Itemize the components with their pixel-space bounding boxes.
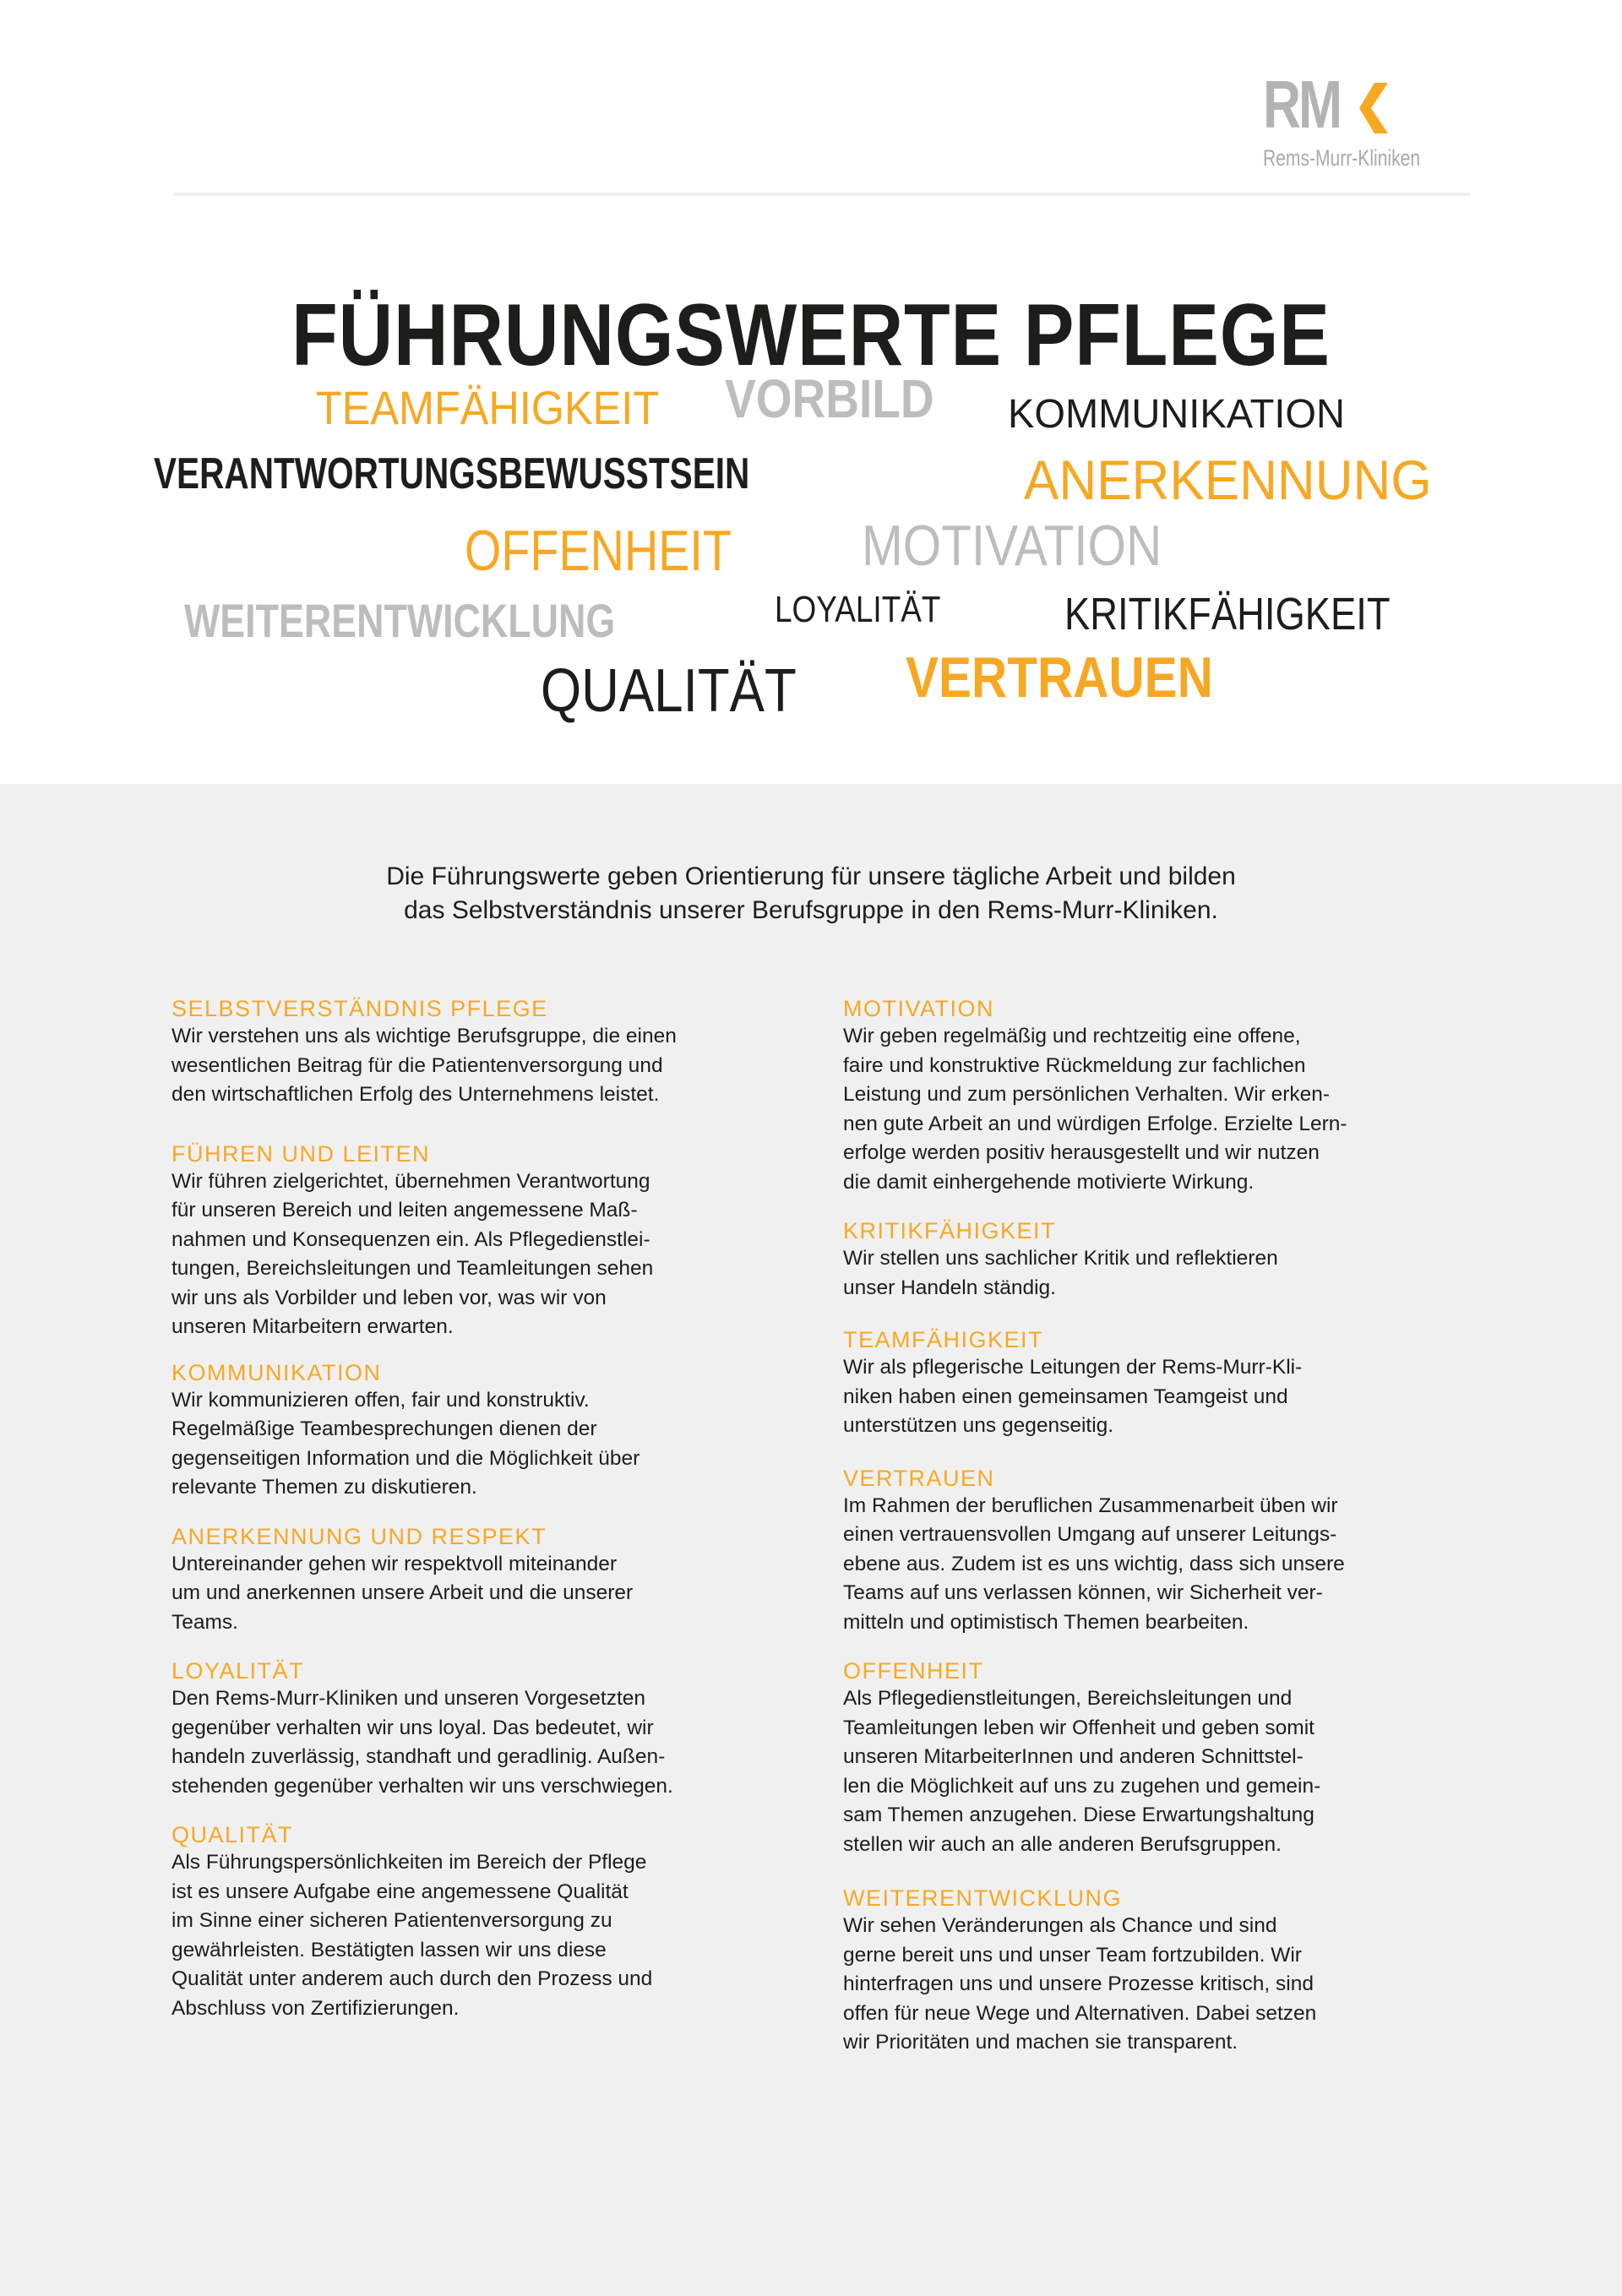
- intro-line: das Selbstverständnis unserer Berufsgruppe in den Rems-Murr-Kliniken.: [404, 896, 1218, 924]
- section-body: Wir sehen Veränderungen als Chance und sind gerne bereit uns und unser Team fortzubilden. Wir hinterfragen uns und unsere Prozesse kritisch, sind offen für neue Wege und Alternativen. Dabei setzen wir Prioritäten und machen sie transparent.: [843, 1914, 1317, 2054]
- logo-bracket-icon: [1356, 83, 1390, 133]
- section-body: Wir stellen uns sachlicher Kritik und reflektieren unser Handeln ständig.: [843, 1247, 1278, 1299]
- section-body: Als Führungspersönlichkeiten im Bereich der Pflege ist es unsere Aufgabe eine angemessene Qualität im Sinne einer sicheren Patientenversorgung zu gewährleisten. Bestätigten lassen wir uns diese Qualität unter anderem auch durch den Prozess und Abschluss von Zertifizierungen.: [171, 1851, 653, 2020]
- cloud-word: OFFENHEIT: [465, 519, 732, 583]
- section-heading: VERTRAUEN: [843, 1465, 995, 1491]
- cloud-word: TEAMFÄHIGKEIT: [316, 381, 660, 434]
- section-body: Wir führen zielgerichtet, übernehmen Verantwortung für unseren Bereich und leiten angemessene Maß- nahmen und Konsequenzen ein. Als Pflegedienstlei- tungen, Bereichsleitungen und Teamleitungen sehen wir uns als Vorbilder und leben vor, was wir von unseren Mitarbeitern erwarten.: [171, 1169, 654, 1338]
- section-anerkennung: [171, 1523, 797, 1638]
- intro-line: Die Führungswerte geben Orientierung für unsere tägliche Arbeit und bilden: [386, 862, 1236, 890]
- cloud-word: VERANTWORTUNGSBEWUSSTSEIN: [154, 449, 750, 498]
- section-heading: QUALITÄT: [171, 1822, 294, 1847]
- section-offenheit: [843, 1657, 1468, 1859]
- cloud-word: VORBILD: [725, 368, 934, 429]
- section-heading: KOMMUNIKATION: [171, 1359, 382, 1385]
- section-body: Als Pflegedienstleitungen, Bereichsleitungen und Teamleitungen leben wir Offenheit und geben somit unseren MitarbeiterInnen und anderen Schnittstel- len die Möglichkeit auf uns zu zugehen und gemein- sam Themen anzugehen. Diese Erwartungshaltung stellen wir auch an alle anderen Berufsgruppen.: [843, 1687, 1321, 1856]
- logo-subtitle: Rems-Murr-Kliniken: [1263, 145, 1421, 171]
- section-body: Im Rahmen der beruflichen Zusammenarbeit üben wir einen vertrauensvollen Umgang auf unserer Leitungs- ebene aus. Zudem ist es uns wichtig, dass sich unsere Teams auf uns verlassen können, wir Sicherheit ver- mitteln und optimistisch Themen bearbeiten.: [843, 1493, 1345, 1634]
- section-selbstverstaendnis: [171, 995, 797, 1110]
- section-teamfaehigkeit: [843, 1326, 1468, 1441]
- cloud-word: ANERKENNUNG: [1024, 449, 1432, 511]
- cloud-word: MOTIVATION: [862, 514, 1162, 578]
- section-body: Den Rems-Murr-Kliniken und unseren Vorgesetzten gegenüber verhalten wir uns loyal. Das bedeutet, wir handeln zuverlässig, standhaft und geradlinig. Außen- stehenden gegenüber verhalten wir uns verschwiegen.: [171, 1687, 673, 1798]
- section-body: Wir verstehen uns als wichtige Berufsgruppe, die einen wesentlichen Beitrag für die Patientenversorgung und den wirtschaftlichen Erfolg des Unternehmens leistet.: [171, 1025, 677, 1106]
- cloud-word: KRITIKFÄHIGKEIT: [1064, 589, 1391, 639]
- cloud-word: KOMMUNIKATION: [1008, 392, 1345, 437]
- logo-letters: RM: [1263, 67, 1340, 142]
- section-heading: MOTIVATION: [843, 996, 994, 1021]
- section-kritikfaehigkeit: [843, 1217, 1468, 1303]
- section-body: Wir als pflegerische Leitungen der Rems-Murr-Kli- niken haben einen gemeinsamen Teamgeist und unterstützen uns gegenseitig.: [843, 1356, 1303, 1437]
- logo: [1263, 67, 1449, 171]
- section-heading: KRITIKFÄHIGKEIT: [843, 1218, 1057, 1243]
- section-motivation: [843, 995, 1468, 1197]
- section-heading: OFFENHEIT: [843, 1658, 984, 1684]
- section-heading: FÜHREN UND LEITEN: [171, 1140, 431, 1167]
- section-body: Untereinander gehen wir respektvoll miteinander um und anerkennen unsere Arbeit und die unserer Teams.: [171, 1552, 634, 1634]
- page-title: FÜHRUNGSWERTE PFLEGE: [291, 286, 1331, 384]
- right-column: [843, 995, 1468, 2058]
- section-heading: LOYALITÄT: [171, 1658, 305, 1684]
- section-heading: WEITERENTWICKLUNG: [843, 1885, 1123, 1911]
- cloud-word: VERTRAUEN: [906, 645, 1213, 710]
- cloud-word: WEITERENTWICKLUNG: [184, 594, 616, 647]
- section-body: Wir kommunizieren offen, fair und konstruktiv. Regelmäßige Teambesprechungen dienen der gegenseitigen Information und die Möglichkeit über relevante Themen zu diskutieren.: [171, 1388, 640, 1499]
- section-heading: TEAMFÄHIGKEIT: [843, 1327, 1044, 1352]
- section-vertrauen: [843, 1465, 1468, 1638]
- divider: [173, 193, 1470, 196]
- section-loyalitaet: [171, 1657, 797, 1801]
- section-kommunikation: [171, 1359, 797, 1503]
- cloud-word: LOYALITÄT: [775, 589, 941, 630]
- section-qualitaet: [171, 1821, 797, 2023]
- left-column: [171, 995, 797, 2023]
- cloud-word: QUALITÄT: [541, 657, 797, 725]
- intro-text: [262, 860, 1360, 928]
- section-body: Wir geben regelmäßig und rechtzeitig eine offene, faire und konstruktive Rückmeldung zur fachlichen Leistung und zum persönlichen Verhalten. Wir erken- nen gute Arbeit an und würdigen Erfolge. Erzielte Lern- erfolge werden positiv herausgestellt und wir nutzen die damit einhergehende motivierte Wirkung.: [843, 1025, 1347, 1194]
- logo-mark: [1263, 67, 1449, 142]
- section-fuehren-und-leiten: [171, 1140, 797, 1342]
- section-weiterentwicklung: [843, 1885, 1468, 2058]
- section-heading: SELBSTVERSTÄNDNIS PFLEGE: [171, 996, 548, 1021]
- section-heading: ANERKENNUNG UND RESPEKT: [171, 1523, 547, 1549]
